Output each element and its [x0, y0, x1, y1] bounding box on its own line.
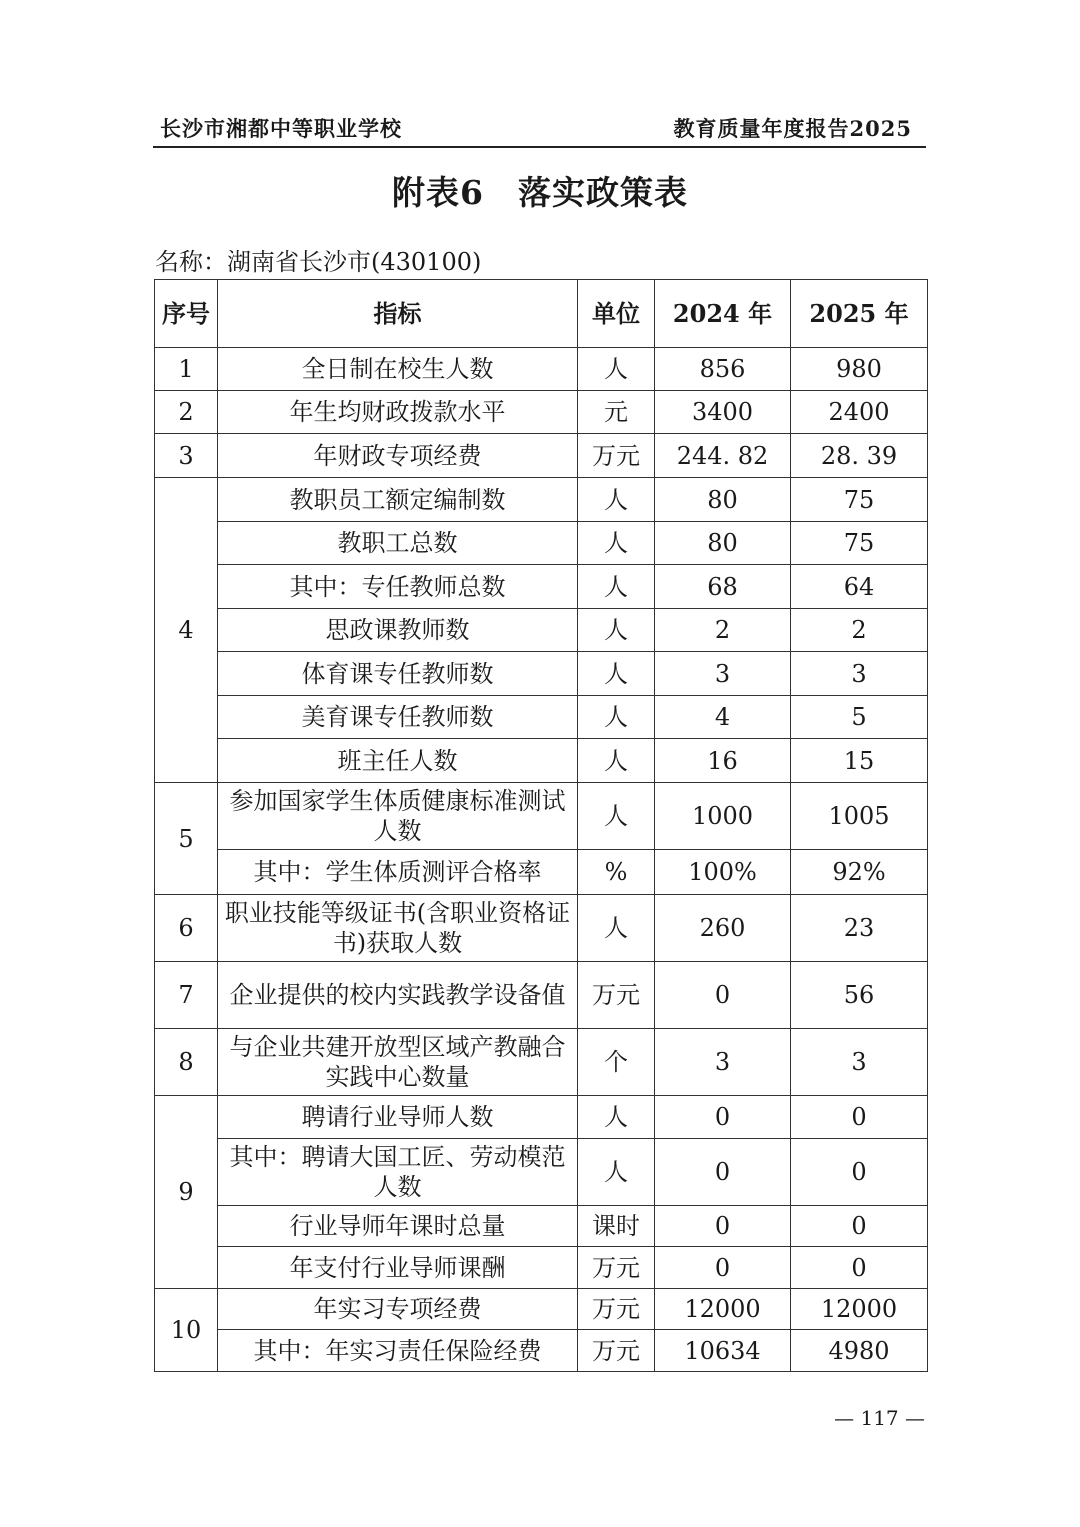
unit-cell: 人	[578, 783, 655, 850]
row-number-cell: 6	[155, 895, 218, 962]
unit-cell: 元	[578, 391, 655, 434]
table-row	[155, 895, 928, 962]
value-2024-cell: 244. 82	[655, 434, 791, 478]
table-row	[155, 1206, 928, 1247]
indicator-cell: 其中：聘请大国工匠、劳动模范人数	[218, 1139, 578, 1206]
unit-cell: 人	[578, 609, 655, 652]
unit-cell: 万元	[578, 962, 655, 1029]
value-2025-cell: 0	[791, 1139, 928, 1206]
value-2024-cell: 68	[655, 565, 791, 609]
header-divider	[153, 146, 926, 148]
table-row	[155, 962, 928, 1029]
value-2025-cell: 2	[791, 609, 928, 652]
table-row	[155, 783, 928, 850]
value-2024-cell: 0	[655, 1096, 791, 1139]
policy-table	[154, 279, 928, 1372]
indicator-cell: 职业技能等级证书(含职业资格证书)获取人数	[218, 895, 578, 962]
unit-cell: 万元	[578, 1289, 655, 1330]
indicator-cell: 其中：专任教师总数	[218, 565, 578, 609]
value-2024-cell: 1000	[655, 783, 791, 850]
table-row	[155, 565, 928, 609]
value-2025-cell: 5	[791, 696, 928, 739]
value-2025-cell: 3	[791, 1029, 928, 1096]
value-2024-cell: 3400	[655, 391, 791, 434]
value-2024-cell: 0	[655, 1206, 791, 1247]
table-row	[155, 1029, 928, 1096]
value-2024-cell: 856	[655, 348, 791, 391]
unit-cell: 个	[578, 1029, 655, 1096]
value-2024-cell: 10634	[655, 1330, 791, 1372]
indicator-cell: 年支付行业导师课酬	[218, 1247, 578, 1289]
unit-cell: 人	[578, 739, 655, 783]
table-row	[155, 391, 928, 434]
value-2025-cell: 56	[791, 962, 928, 1029]
value-2025-cell: 980	[791, 348, 928, 391]
table-row	[155, 1330, 928, 1372]
value-2024-cell: 0	[655, 962, 791, 1029]
value-2024-cell: 2	[655, 609, 791, 652]
value-2025-cell: 23	[791, 895, 928, 962]
unit-cell: 万元	[578, 1330, 655, 1372]
indicator-cell: 聘请行业导师人数	[218, 1096, 578, 1139]
title-prefix: 附表6	[392, 173, 484, 212]
row-number-cell: 9	[155, 1096, 218, 1289]
value-2024-cell: 16	[655, 739, 791, 783]
header-school-name: 长沙市湘都中等职业学校	[160, 116, 402, 141]
header-report-title: 教育质量年度报告2025	[673, 116, 912, 141]
value-2025-cell: 4980	[791, 1330, 928, 1372]
value-2025-cell: 0	[791, 1206, 928, 1247]
row-number-cell: 4	[155, 478, 218, 783]
row-number-cell: 7	[155, 962, 218, 1029]
table-row	[155, 850, 928, 895]
table-row	[155, 1139, 928, 1206]
indicator-cell: 年财政专项经费	[218, 434, 578, 478]
value-2025-cell: 0	[791, 1247, 928, 1289]
indicator-cell: 班主任人数	[218, 739, 578, 783]
unit-cell: 人	[578, 1096, 655, 1139]
value-2024-cell: 12000	[655, 1289, 791, 1330]
row-number-cell: 3	[155, 434, 218, 478]
header-cell-2025: 2025 年	[791, 280, 928, 348]
value-2025-cell: 1005	[791, 783, 928, 850]
value-2024-cell: 4	[655, 696, 791, 739]
value-2025-cell: 15	[791, 739, 928, 783]
table-header-row	[155, 280, 928, 348]
page-number: — 117 —	[834, 1406, 925, 1430]
table-row	[155, 609, 928, 652]
indicator-cell: 教职工总数	[218, 522, 578, 565]
row-number-cell: 10	[155, 1289, 218, 1372]
value-2024-cell: 100%	[655, 850, 791, 895]
indicator-cell: 行业导师年课时总量	[218, 1206, 578, 1247]
unit-cell: 人	[578, 696, 655, 739]
header-cell-2024: 2024 年	[655, 280, 791, 348]
indicator-cell: 参加国家学生体质健康标准测试人数	[218, 783, 578, 850]
indicator-cell: 其中：年实习责任保险经费	[218, 1330, 578, 1372]
header-cell-indicator: 指标	[218, 280, 578, 348]
table-body	[155, 348, 928, 1372]
value-2025-cell: 75	[791, 478, 928, 522]
value-2024-cell: 3	[655, 1029, 791, 1096]
indicator-cell: 与企业共建开放型区域产教融合实践中心数量	[218, 1029, 578, 1096]
title-name: 落实政策表	[517, 173, 688, 212]
unit-cell: 人	[578, 652, 655, 696]
row-number-cell: 5	[155, 783, 218, 895]
value-2024-cell: 0	[655, 1247, 791, 1289]
table-row	[155, 478, 928, 522]
value-2025-cell: 3	[791, 652, 928, 696]
unit-cell: 人	[578, 1139, 655, 1206]
value-2024-cell: 260	[655, 895, 791, 962]
indicator-cell: 全日制在校生人数	[218, 348, 578, 391]
table-row	[155, 1289, 928, 1330]
indicator-cell: 年实习专项经费	[218, 1289, 578, 1330]
row-number-cell: 1	[155, 348, 218, 391]
unit-cell: 人	[578, 478, 655, 522]
indicator-cell: 企业提供的校内实践教学设备值	[218, 962, 578, 1029]
header-cell-no: 序号	[155, 280, 218, 348]
value-2025-cell: 0	[791, 1096, 928, 1139]
table-row	[155, 434, 928, 478]
row-number-cell: 2	[155, 391, 218, 434]
indicator-cell: 其中：学生体质测评合格率	[218, 850, 578, 895]
value-2024-cell: 80	[655, 478, 791, 522]
row-number-cell: 8	[155, 1029, 218, 1096]
table-row	[155, 652, 928, 696]
value-2025-cell: 2400	[791, 391, 928, 434]
value-2024-cell: 0	[655, 1139, 791, 1206]
page-title	[0, 167, 1080, 214]
value-2025-cell: 28. 39	[791, 434, 928, 478]
value-2025-cell: 12000	[791, 1289, 928, 1330]
value-2025-cell: 75	[791, 522, 928, 565]
unit-cell: 人	[578, 565, 655, 609]
table-row	[155, 739, 928, 783]
unit-cell: 人	[578, 895, 655, 962]
indicator-cell: 体育课专任教师数	[218, 652, 578, 696]
indicator-cell: 美育课专任教师数	[218, 696, 578, 739]
value-2025-cell: 64	[791, 565, 928, 609]
unit-cell: 万元	[578, 1247, 655, 1289]
value-2024-cell: 80	[655, 522, 791, 565]
table-row	[155, 348, 928, 391]
unit-cell: 人	[578, 522, 655, 565]
indicator-cell: 思政课教师数	[218, 609, 578, 652]
value-2025-cell: 92%	[791, 850, 928, 895]
table-row	[155, 1247, 928, 1289]
unit-cell: 万元	[578, 434, 655, 478]
region-name-line: 名称：湖南省长沙市(430100)	[155, 248, 482, 276]
indicator-cell: 年生均财政拨款水平	[218, 391, 578, 434]
header-cell-unit: 单位	[578, 280, 655, 348]
table-row	[155, 1096, 928, 1139]
unit-cell: %	[578, 850, 655, 895]
table-row	[155, 522, 928, 565]
unit-cell: 课时	[578, 1206, 655, 1247]
unit-cell: 人	[578, 348, 655, 391]
indicator-cell: 教职员工额定编制数	[218, 478, 578, 522]
value-2024-cell: 3	[655, 652, 791, 696]
table-row	[155, 696, 928, 739]
